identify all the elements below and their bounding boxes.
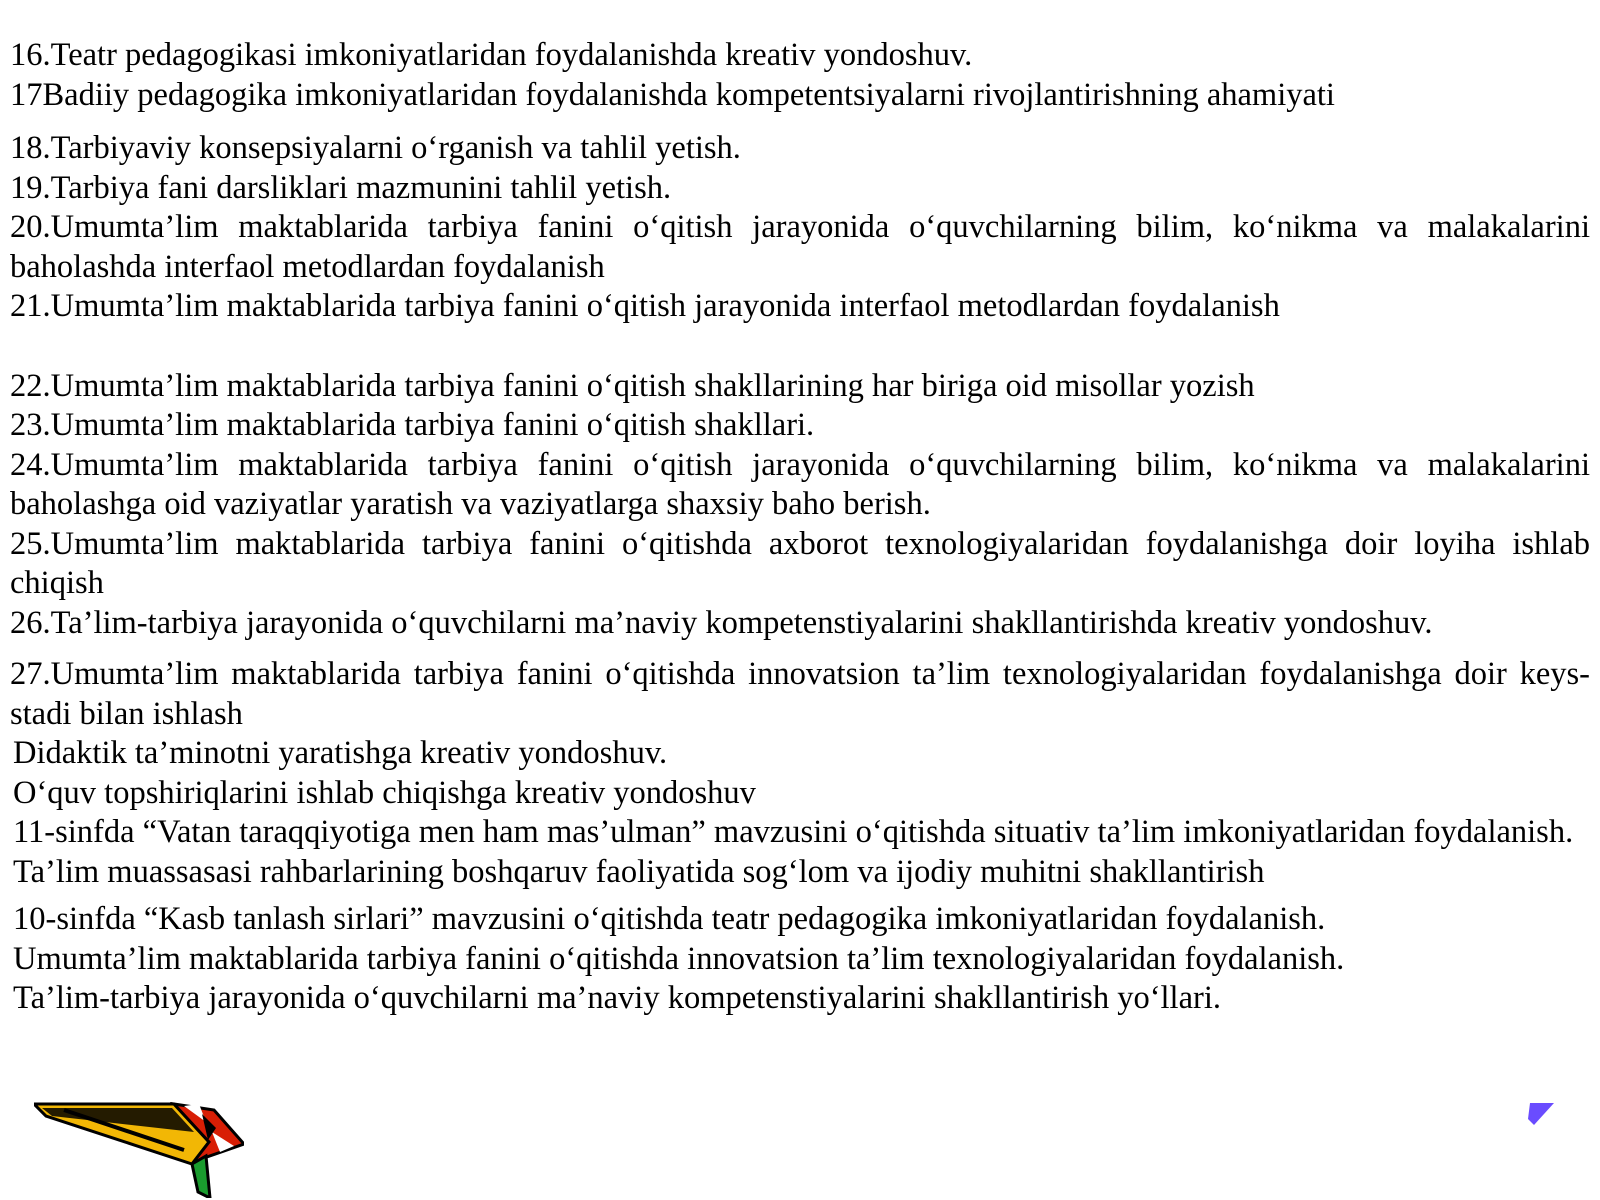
topic-item-grade10: 10-sinfda “Kasb tanlash sirlari” mavzusini o‘qitishda teatr pedagogika imkoniyatlaridan foydalanish. [13,901,1326,937]
pencil-clipart-icon [34,1102,244,1198]
topic-item-19: 19.Tarbiya fani darsliklari mazmunini tahlil yetish. [10,169,672,206]
topic-item-16: 16.Teatr pedagogikasi imkoniyatlaridan foydalanishda kreativ yondoshuv. [10,37,973,73]
topic-item-innovation: Umumta’lim maktablarida tarbiya fanini o‘qitishda innovatsion ta’lim texnologiyalaridan foydalanish. [13,940,1345,977]
topic-item-leaders: Ta’lim muassasasi rahbarlarining boshqaruv faoliyatida sog‘lom va ijodiy muhitni shakllantirish [13,853,1265,890]
topic-item-grade11: 11-sinfda “Vatan taraqqiyotiga men ham mas’ulman” mavzusini o‘qitishda situativ ta’lim imkoniyatlaridan foydalanish. [13,814,1574,850]
topic-item-20: 20.Umumta’lim maktablarida tarbiya fanini o‘qitish jarayonida o‘quvchilarning bilim, ko‘nikma va malakalarini baholashda interfaol metodlardan foydalanish [10,209,1590,285]
topic-item-22: 22.Umumta’lim maktablarida tarbiya fanini o‘qitish shakllarining har biriga oid misollar yozish [10,367,1255,404]
topic-item-27: 27.Umumta’lim maktablarida tarbiya fanini o‘qitishda innovatsion ta’lim texnologiyalaridan foydalanishga doir keys-stadi bilan ishlash [10,656,1590,732]
topic-item-21: 21.Umumta’lim maktablarida tarbiya fanini o‘qitish jarayonida interfaol metodlardan foydalanish [10,288,1280,324]
corner-mark-icon [1528,1103,1554,1127]
topic-item-tasks: O‘quv topshiriqlarini ishlab chiqishga kreativ yondoshuv [13,774,756,811]
topic-item-spiritual: Ta’lim-tarbiya jarayonida o‘quvchilarni ma’naviy kompetenstiyalarini shakllantirish yo‘llari. [13,980,1221,1016]
topic-list [10,36,1590,1019]
topic-item-25: 25.Umumta’lim maktablarida tarbiya fanini o‘qitishda axborot texnologiyalaridan foydalanishga doir loyiha ishlab chiqish [10,525,1590,601]
topic-item-17: 17Badiiy pedagogika imkoniyatlaridan foydalanishda kompetentsiyalarni rivojlantirishning ahamiyati [10,76,1335,113]
topic-item-24: 24.Umumta’lim maktablarida tarbiya fanini o‘qitish jarayonida o‘quvchilarning bilim, ko‘nikma va malakalarini baholashga oid vaziyatlar yaratish va vaziyatlarga shaxsiy baho berish. [10,446,1590,522]
topic-item-26: 26.Ta’lim-tarbiya jarayonida o‘quvchilarni ma’naviy kompetenstiyalarini shakllantirishda kreativ yondoshuv. [10,604,1433,641]
topic-item-didactic: Didaktik ta’minotni yaratishga kreativ yondoshuv. [13,735,668,771]
topic-item-23: 23.Umumta’lim maktablarida tarbiya fanini o‘qitish shakllari. [10,407,815,443]
topic-item-18: 18.Tarbiyaviy konsepsiyalarni o‘rganish va tahlil yetish. [10,130,741,166]
